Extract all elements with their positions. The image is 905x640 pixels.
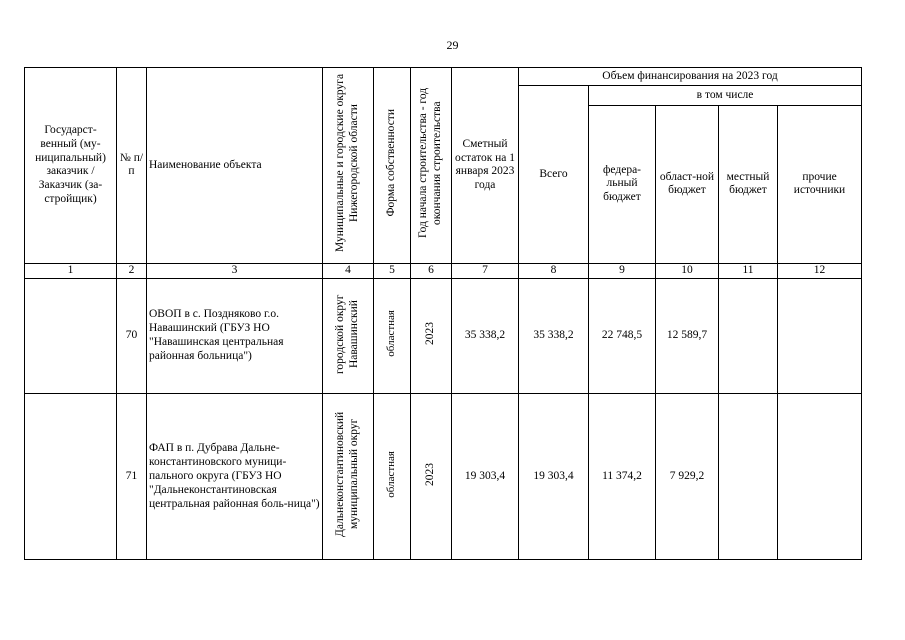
row-federal: 11 374,2: [589, 394, 656, 560]
column-number: 10: [656, 263, 719, 278]
column-number: 7: [452, 263, 519, 278]
header-municipality: [323, 68, 374, 264]
header-ownership: [374, 68, 411, 264]
row-num: 71: [117, 394, 147, 560]
row-regional: 7 929,2: [656, 394, 719, 560]
row-municipality: [323, 278, 374, 394]
header-object-name: [147, 68, 323, 264]
column-numbers-row: [25, 263, 862, 278]
row-total: 35 338,2: [519, 278, 589, 394]
column-number: 11: [719, 263, 778, 278]
header-federal: [589, 105, 656, 263]
table-row: [25, 394, 862, 560]
financing-table: [24, 67, 862, 560]
row-local: [719, 394, 778, 560]
row-total: 19 303,4: [519, 394, 589, 560]
header-estimated-balance: [452, 68, 519, 264]
row-regional: 12 589,7: [656, 278, 719, 394]
row-object-name: ОВОП в с. Поздняково г.о. Навашинский (ГБУЗ НО "Навашинская центральная районная больница"): [147, 278, 323, 394]
header-total: [519, 86, 589, 264]
header-estimated-balance-text: Сметный остаток на 1 января 2023 года: [454, 137, 516, 192]
column-number: 5: [374, 263, 411, 278]
column-number: 9: [589, 263, 656, 278]
header-other-text: прочие источники: [793, 170, 846, 197]
row-ownership: [374, 278, 411, 394]
header-local-text: местный бюджет: [726, 170, 770, 197]
row-years: [411, 278, 452, 394]
row-years-text: 2023: [424, 462, 437, 486]
header-financing-title: [519, 68, 862, 86]
header-financing-title-text: Объем финансирования на 2023 год: [602, 69, 778, 82]
column-number: 12: [778, 263, 862, 278]
header-row-1: [25, 68, 862, 86]
header-local: [719, 105, 778, 263]
header-municipality-text: Муниципальные и городские округа Нижегородской области: [334, 73, 360, 253]
row-local: [719, 278, 778, 394]
row-other: [778, 278, 862, 394]
row-ownership: [374, 394, 411, 560]
row-ownership-text: областная: [385, 310, 398, 357]
row-municipality: [323, 394, 374, 560]
header-years-text: Год начала строительства - год окончания строительства: [417, 87, 443, 239]
header-num: [117, 68, 147, 264]
row-other: [778, 394, 862, 560]
row-ownership-text: областная: [385, 451, 398, 498]
header-including: [589, 86, 862, 106]
header-object-name-text: Наименование объекта: [149, 158, 262, 171]
header-federal-text: федера-льный бюджет: [602, 163, 642, 204]
row-years: [411, 394, 452, 560]
header-including-text: в том числе: [696, 88, 754, 101]
header-total-text: Всего: [539, 167, 568, 180]
row-municipality-text: Дальнеконстантиновский муниципальный округ: [334, 411, 360, 538]
header-regional: [656, 105, 719, 263]
header-ownership-text: Форма собственности: [385, 109, 398, 217]
row-customer: [25, 278, 117, 394]
column-number: 3: [147, 263, 323, 278]
row-num: 70: [117, 278, 147, 394]
column-number: 8: [519, 263, 589, 278]
page-number: 29: [446, 38, 459, 52]
row-estimated-balance: 35 338,2: [452, 278, 519, 394]
row-object-name: ФАП в п. Дубрава Дальне-константиновского муници-пального округа (ГБУЗ НО "Дальнеконстантиновская центральная районная боль-ница"): [147, 394, 323, 560]
column-number: 2: [117, 263, 147, 278]
row-years-text: 2023: [424, 322, 437, 346]
header-customer-text: Государст-венный (му-ниципальный) заказчик / Заказчик (за-стройщик): [35, 124, 106, 205]
header-customer: [25, 68, 117, 264]
column-number: 4: [323, 263, 374, 278]
row-municipality-text: городской округ Навашинский: [334, 293, 360, 374]
header-other: [778, 105, 862, 263]
header-num-text: № п/п: [119, 151, 144, 178]
table-row: [25, 278, 862, 394]
header-regional-text: област-ной бюджет: [659, 170, 715, 197]
column-number: 6: [411, 263, 452, 278]
row-federal: 22 748,5: [589, 278, 656, 394]
row-estimated-balance: 19 303,4: [452, 394, 519, 560]
row-customer: [25, 394, 117, 560]
header-years: [411, 68, 452, 264]
column-number: 1: [25, 263, 117, 278]
